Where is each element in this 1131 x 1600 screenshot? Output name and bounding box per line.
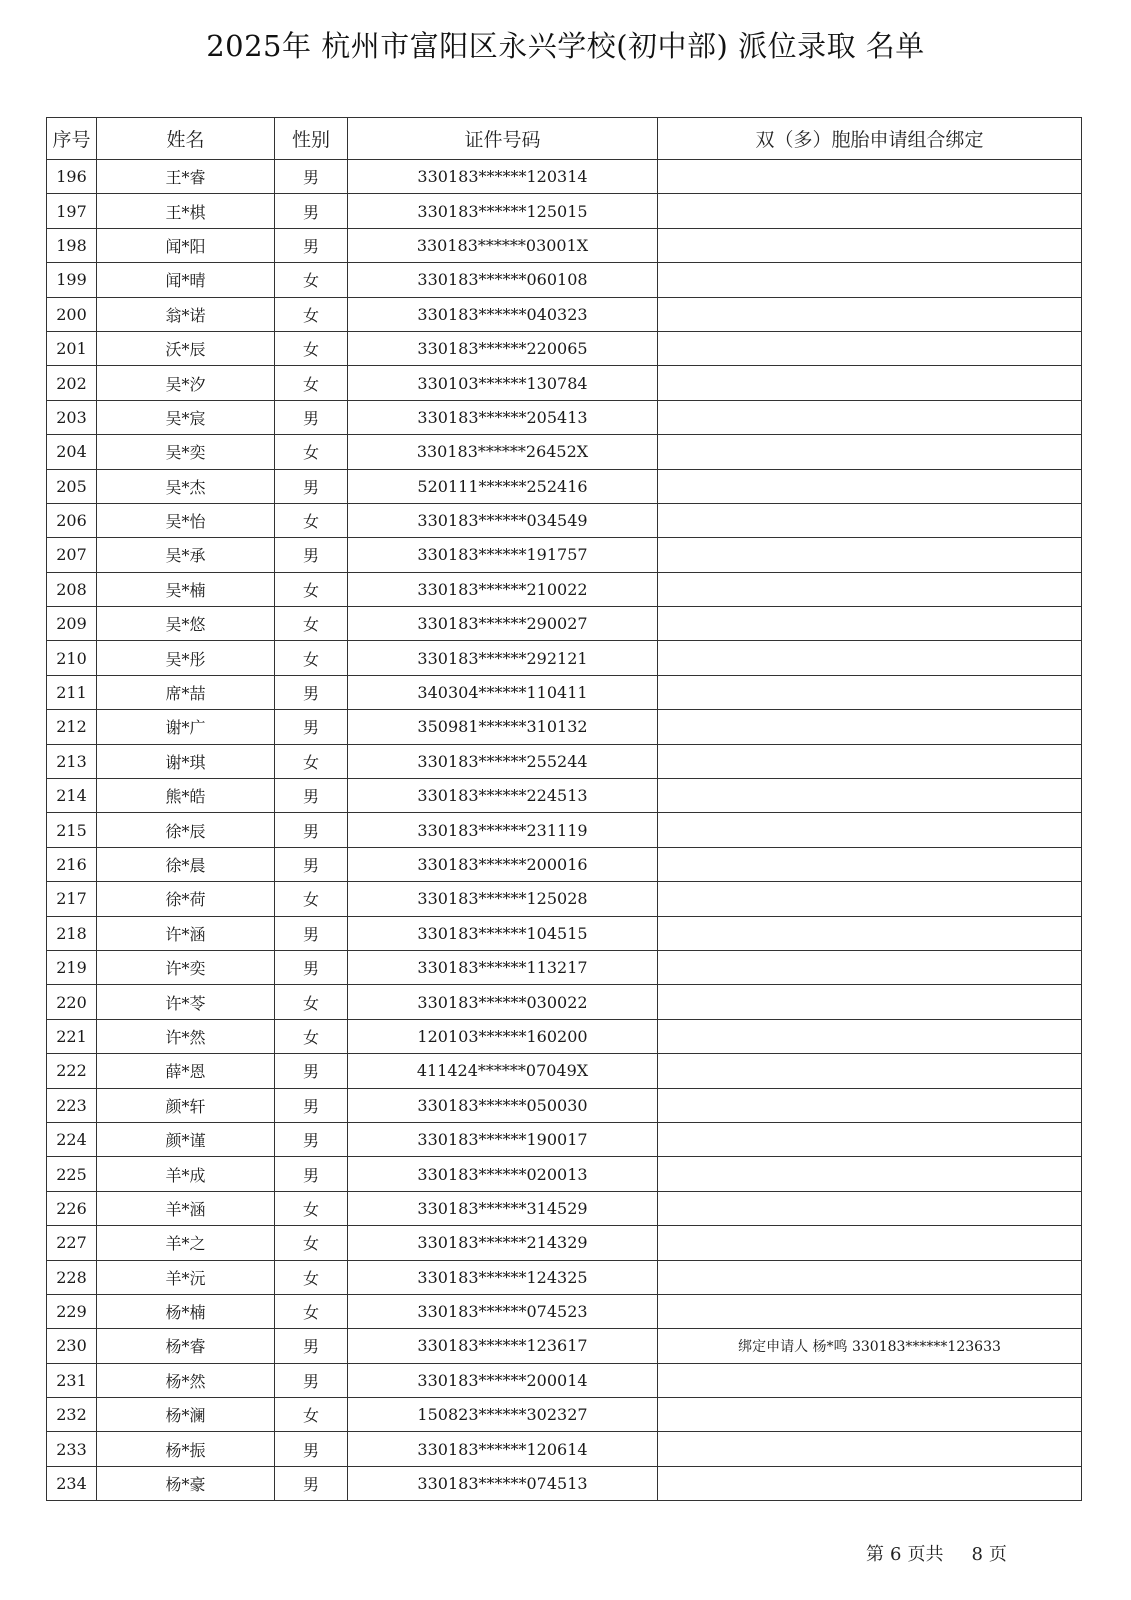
cell-gender: 男 [275, 538, 348, 572]
cell-id-number: 330183******231119 [348, 813, 658, 847]
cell-gender: 男 [275, 779, 348, 813]
cell-gender: 女 [275, 1191, 348, 1225]
cell-index: 219 [47, 950, 97, 984]
footer-page-number: 6 [890, 1544, 902, 1565]
table-row [47, 160, 1082, 194]
cell-index: 220 [47, 985, 97, 1019]
cell-twin-binding [658, 1157, 1082, 1191]
cell-id-number: 120103******160200 [348, 1019, 658, 1053]
cell-id-number: 350981******310132 [348, 710, 658, 744]
cell-gender: 男 [275, 1363, 348, 1397]
header-id-number: 证件号码 [348, 118, 658, 160]
cell-id-number: 330183******040323 [348, 297, 658, 331]
cell-twin-binding [658, 1398, 1082, 1432]
cell-twin-binding [658, 744, 1082, 778]
cell-gender: 男 [275, 813, 348, 847]
cell-id-number: 330183******074513 [348, 1466, 658, 1500]
cell-name: 徐*荷 [97, 882, 275, 916]
cell-name: 许*苓 [97, 985, 275, 1019]
footer-suffix: 页 [988, 1544, 1007, 1565]
cell-gender: 女 [275, 1398, 348, 1432]
cell-id-number: 330183******205413 [348, 400, 658, 434]
footer-total-pages: 8 [971, 1544, 983, 1565]
cell-index: 223 [47, 1088, 97, 1122]
table-row [47, 1398, 1082, 1432]
cell-twin-binding: 绑定申请人 杨*鸣 330183******123633 [658, 1329, 1082, 1363]
cell-twin-binding [658, 331, 1082, 365]
header-twin-binding: 双（多）胞胎申请组合绑定 [658, 118, 1082, 160]
cell-twin-binding [658, 1122, 1082, 1156]
table-row [47, 297, 1082, 331]
cell-gender: 男 [275, 1054, 348, 1088]
footer-mid: 页共 [907, 1544, 944, 1565]
cell-id-number: 330183******292121 [348, 641, 658, 675]
cell-twin-binding [658, 847, 1082, 881]
cell-name: 吴*杰 [97, 469, 275, 503]
cell-index: 234 [47, 1466, 97, 1500]
cell-id-number: 330183******104515 [348, 916, 658, 950]
table-row [47, 985, 1082, 1019]
table-row [47, 1191, 1082, 1225]
cell-gender: 女 [275, 503, 348, 537]
cell-index: 212 [47, 710, 97, 744]
page-footer [866, 1540, 1013, 1566]
cell-index: 214 [47, 779, 97, 813]
cell-gender: 男 [275, 1432, 348, 1466]
cell-name: 闻*阳 [97, 228, 275, 262]
cell-name: 席*喆 [97, 675, 275, 709]
cell-name: 徐*晨 [97, 847, 275, 881]
cell-twin-binding [658, 194, 1082, 228]
table-row [47, 813, 1082, 847]
table-row [47, 572, 1082, 606]
table-row [47, 744, 1082, 778]
cell-twin-binding [658, 882, 1082, 916]
cell-id-number: 330183******214329 [348, 1226, 658, 1260]
admission-table [46, 117, 1082, 1501]
table-row [47, 1363, 1082, 1397]
cell-gender: 女 [275, 744, 348, 778]
cell-twin-binding [658, 1019, 1082, 1053]
cell-gender: 男 [275, 1329, 348, 1363]
cell-twin-binding [658, 607, 1082, 641]
page-title: 2025年 杭州市富阳区永兴学校(初中部) 派位录取 名单 [206, 29, 925, 63]
cell-index: 232 [47, 1398, 97, 1432]
cell-gender: 男 [275, 950, 348, 984]
cell-index: 229 [47, 1294, 97, 1328]
cell-index: 221 [47, 1019, 97, 1053]
table-row [47, 503, 1082, 537]
table-header-row [47, 118, 1082, 160]
cell-twin-binding [658, 916, 1082, 950]
cell-id-number: 330183******124325 [348, 1260, 658, 1294]
cell-gender: 女 [275, 1260, 348, 1294]
cell-index: 209 [47, 607, 97, 641]
table-row [47, 710, 1082, 744]
cell-id-number: 330183******120314 [348, 160, 658, 194]
cell-twin-binding [658, 297, 1082, 331]
cell-id-number: 411424******07049X [348, 1054, 658, 1088]
cell-gender: 男 [275, 847, 348, 881]
table-row [47, 779, 1082, 813]
cell-name: 吴*奕 [97, 435, 275, 469]
cell-gender: 男 [275, 916, 348, 950]
cell-id-number: 330183******190017 [348, 1122, 658, 1156]
cell-index: 231 [47, 1363, 97, 1397]
cell-twin-binding [658, 813, 1082, 847]
cell-gender: 男 [275, 194, 348, 228]
cell-id-number: 330183******200016 [348, 847, 658, 881]
cell-index: 197 [47, 194, 97, 228]
table-row [47, 1329, 1082, 1363]
cell-name: 许*奕 [97, 950, 275, 984]
cell-gender: 男 [275, 469, 348, 503]
table-row [47, 538, 1082, 572]
cell-name: 羊*沅 [97, 1260, 275, 1294]
table-row [47, 916, 1082, 950]
cell-gender: 女 [275, 572, 348, 606]
cell-gender: 女 [275, 1294, 348, 1328]
header-gender: 性别 [275, 118, 348, 160]
table-row [47, 435, 1082, 469]
cell-index: 200 [47, 297, 97, 331]
cell-id-number: 330183******123617 [348, 1329, 658, 1363]
cell-index: 222 [47, 1054, 97, 1088]
cell-gender: 男 [275, 1088, 348, 1122]
cell-gender: 女 [275, 435, 348, 469]
cell-name: 吴*怡 [97, 503, 275, 537]
cell-gender: 女 [275, 607, 348, 641]
cell-twin-binding [658, 950, 1082, 984]
cell-name: 羊*涵 [97, 1191, 275, 1225]
table-row [47, 228, 1082, 262]
table-row [47, 1157, 1082, 1191]
cell-name: 王*睿 [97, 160, 275, 194]
cell-name: 熊*皓 [97, 779, 275, 813]
table-row [47, 366, 1082, 400]
cell-twin-binding [658, 1466, 1082, 1500]
cell-name: 谢*琪 [97, 744, 275, 778]
cell-name: 羊*成 [97, 1157, 275, 1191]
cell-index: 216 [47, 847, 97, 881]
cell-index: 228 [47, 1260, 97, 1294]
cell-twin-binding [658, 779, 1082, 813]
cell-twin-binding [658, 469, 1082, 503]
cell-name: 许*然 [97, 1019, 275, 1053]
cell-twin-binding [658, 400, 1082, 434]
cell-index: 225 [47, 1157, 97, 1191]
table-row [47, 641, 1082, 675]
cell-id-number: 330183******060108 [348, 263, 658, 297]
cell-id-number: 330183******314529 [348, 1191, 658, 1225]
cell-id-number: 330183******03001X [348, 228, 658, 262]
cell-name: 吴*承 [97, 538, 275, 572]
cell-name: 杨*澜 [97, 1398, 275, 1432]
cell-id-number: 330183******034549 [348, 503, 658, 537]
cell-twin-binding [658, 160, 1082, 194]
cell-index: 198 [47, 228, 97, 262]
table-row [47, 882, 1082, 916]
cell-index: 218 [47, 916, 97, 950]
cell-name: 闻*晴 [97, 263, 275, 297]
cell-gender: 男 [275, 1466, 348, 1500]
cell-gender: 女 [275, 263, 348, 297]
cell-twin-binding [658, 1363, 1082, 1397]
cell-index: 224 [47, 1122, 97, 1156]
cell-id-number: 330183******125028 [348, 882, 658, 916]
cell-twin-binding [658, 675, 1082, 709]
cell-gender: 女 [275, 985, 348, 1019]
cell-index: 205 [47, 469, 97, 503]
cell-gender: 男 [275, 1157, 348, 1191]
header-index: 序号 [47, 118, 97, 160]
cell-name: 王*棋 [97, 194, 275, 228]
cell-name: 吴*彤 [97, 641, 275, 675]
cell-id-number: 330183******224513 [348, 779, 658, 813]
cell-name: 许*涵 [97, 916, 275, 950]
cell-gender: 女 [275, 1226, 348, 1260]
cell-id-number: 150823******302327 [348, 1398, 658, 1432]
table-row [47, 1019, 1082, 1053]
header-name: 姓名 [97, 118, 275, 160]
cell-gender: 女 [275, 641, 348, 675]
cell-name: 杨*振 [97, 1432, 275, 1466]
cell-name: 翁*诺 [97, 297, 275, 331]
cell-twin-binding [658, 435, 1082, 469]
cell-id-number: 330183******113217 [348, 950, 658, 984]
cell-twin-binding [658, 1054, 1082, 1088]
cell-name: 羊*之 [97, 1226, 275, 1260]
cell-name: 徐*辰 [97, 813, 275, 847]
cell-id-number: 330183******020013 [348, 1157, 658, 1191]
cell-gender: 女 [275, 366, 348, 400]
cell-twin-binding [658, 228, 1082, 262]
table-row [47, 1466, 1082, 1500]
cell-id-number: 330183******191757 [348, 538, 658, 572]
cell-index: 196 [47, 160, 97, 194]
cell-name: 吴*汐 [97, 366, 275, 400]
cell-twin-binding [658, 263, 1082, 297]
cell-index: 206 [47, 503, 97, 537]
cell-index: 207 [47, 538, 97, 572]
cell-gender: 男 [275, 400, 348, 434]
cell-gender: 男 [275, 1122, 348, 1156]
cell-name: 沃*辰 [97, 331, 275, 365]
cell-twin-binding [658, 1191, 1082, 1225]
table-row [47, 1226, 1082, 1260]
cell-id-number: 330183******220065 [348, 331, 658, 365]
cell-index: 230 [47, 1329, 97, 1363]
cell-gender: 男 [275, 160, 348, 194]
cell-name: 吴*楠 [97, 572, 275, 606]
cell-name: 薛*恩 [97, 1054, 275, 1088]
table-row [47, 1294, 1082, 1328]
cell-twin-binding [658, 1294, 1082, 1328]
cell-twin-binding [658, 572, 1082, 606]
cell-id-number: 330183******125015 [348, 194, 658, 228]
cell-id-number: 330183******290027 [348, 607, 658, 641]
cell-twin-binding [658, 1432, 1082, 1466]
cell-index: 203 [47, 400, 97, 434]
cell-id-number: 340304******110411 [348, 675, 658, 709]
cell-gender: 女 [275, 297, 348, 331]
cell-twin-binding [658, 1260, 1082, 1294]
cell-id-number: 330103******130784 [348, 366, 658, 400]
table-row [47, 607, 1082, 641]
cell-twin-binding [658, 985, 1082, 1019]
table-row [47, 263, 1082, 297]
cell-name: 杨*豪 [97, 1466, 275, 1500]
cell-index: 204 [47, 435, 97, 469]
cell-name: 杨*然 [97, 1363, 275, 1397]
cell-id-number: 330183******030022 [348, 985, 658, 1019]
table-row [47, 1432, 1082, 1466]
cell-gender: 女 [275, 1019, 348, 1053]
cell-id-number: 330183******074523 [348, 1294, 658, 1328]
cell-name: 吴*悠 [97, 607, 275, 641]
cell-id-number: 330183******210022 [348, 572, 658, 606]
cell-gender: 男 [275, 710, 348, 744]
footer-prefix: 第 [866, 1544, 884, 1565]
table-row [47, 194, 1082, 228]
table-body [47, 160, 1082, 1501]
cell-name: 吴*宸 [97, 400, 275, 434]
cell-id-number: 330183******120614 [348, 1432, 658, 1466]
cell-gender: 男 [275, 675, 348, 709]
cell-id-number: 330183******255244 [348, 744, 658, 778]
cell-name: 杨*楠 [97, 1294, 275, 1328]
cell-name: 杨*睿 [97, 1329, 275, 1363]
table-row [47, 1088, 1082, 1122]
table-row [47, 1054, 1082, 1088]
cell-index: 208 [47, 572, 97, 606]
cell-index: 213 [47, 744, 97, 778]
cell-gender: 女 [275, 882, 348, 916]
cell-index: 215 [47, 813, 97, 847]
table-row [47, 1122, 1082, 1156]
cell-gender: 男 [275, 228, 348, 262]
table-row [47, 675, 1082, 709]
cell-twin-binding [658, 1226, 1082, 1260]
cell-twin-binding [658, 641, 1082, 675]
cell-index: 233 [47, 1432, 97, 1466]
cell-index: 226 [47, 1191, 97, 1225]
cell-twin-binding [658, 538, 1082, 572]
table-row [47, 950, 1082, 984]
cell-name: 颜*轩 [97, 1088, 275, 1122]
cell-index: 227 [47, 1226, 97, 1260]
cell-index: 202 [47, 366, 97, 400]
cell-twin-binding [658, 1088, 1082, 1122]
cell-index: 211 [47, 675, 97, 709]
cell-id-number: 330183******26452X [348, 435, 658, 469]
table-row [47, 469, 1082, 503]
cell-gender: 女 [275, 331, 348, 365]
cell-index: 217 [47, 882, 97, 916]
cell-id-number: 330183******050030 [348, 1088, 658, 1122]
cell-index: 201 [47, 331, 97, 365]
table-row [47, 1260, 1082, 1294]
cell-id-number: 520111******252416 [348, 469, 658, 503]
table-row [47, 847, 1082, 881]
cell-twin-binding [658, 503, 1082, 537]
cell-twin-binding [658, 366, 1082, 400]
cell-index: 199 [47, 263, 97, 297]
cell-name: 谢*广 [97, 710, 275, 744]
cell-index: 210 [47, 641, 97, 675]
table-row [47, 331, 1082, 365]
cell-name: 颜*谨 [97, 1122, 275, 1156]
cell-id-number: 330183******200014 [348, 1363, 658, 1397]
cell-twin-binding [658, 710, 1082, 744]
table-row [47, 400, 1082, 434]
